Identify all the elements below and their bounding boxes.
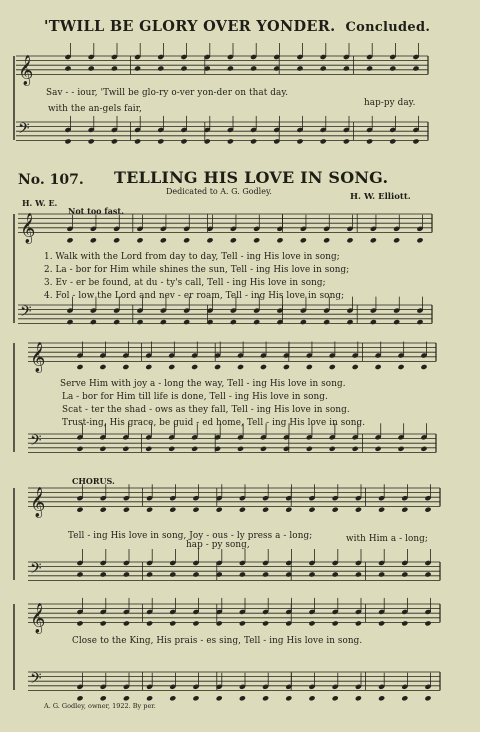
bass-clef-icon: 𝄢 xyxy=(20,302,32,324)
note-head xyxy=(343,138,350,144)
note-head xyxy=(230,319,237,325)
note-head xyxy=(346,319,353,325)
note-head xyxy=(100,507,107,513)
note-head xyxy=(424,571,431,577)
note-head xyxy=(100,695,107,701)
note-head xyxy=(355,620,362,626)
note-head xyxy=(239,507,246,513)
note-head xyxy=(296,138,303,144)
note-head xyxy=(366,138,373,144)
copyright-footer: A. G. Godley, owner, 1922. By per. xyxy=(44,702,156,710)
bass-clef-icon: 𝄢 xyxy=(18,119,30,141)
note-head xyxy=(250,138,257,144)
note-head xyxy=(412,65,419,71)
note-head xyxy=(416,237,423,243)
note-head xyxy=(76,620,83,626)
note-head xyxy=(253,237,260,243)
note-head xyxy=(253,319,260,325)
note-head xyxy=(320,65,327,71)
tempo-marking: Not too fast. xyxy=(68,206,124,216)
top-lyric-line-2b: hap-py day. xyxy=(364,98,416,108)
note-head xyxy=(146,695,153,701)
note-head xyxy=(183,237,190,243)
hymn-title: TELLING HIS LOVE IN SONG. xyxy=(114,168,389,187)
note-head xyxy=(389,65,396,71)
verse-2-line-b: La - bor for Him till life is done, Tell - ing His love in song. xyxy=(62,392,328,402)
note-head xyxy=(192,695,199,701)
note-head xyxy=(76,446,83,452)
note-head xyxy=(239,620,246,626)
note-head xyxy=(216,695,223,701)
note-head xyxy=(169,571,176,577)
note-head xyxy=(424,620,431,626)
note-head xyxy=(123,620,130,626)
note-head xyxy=(192,571,199,577)
chorus-lyric-line-1: Tell - ing His love in song, Joy - ous - ly press a - long; xyxy=(68,531,313,541)
note-head xyxy=(370,237,377,243)
chorus-lyric-line-2b: with Him a - long; xyxy=(346,534,428,544)
note-head xyxy=(416,319,423,325)
continued-title-text: 'TWILL BE GLORY OVER YONDER. xyxy=(44,18,336,35)
note-head xyxy=(146,620,153,626)
note-head xyxy=(123,507,130,513)
note-head xyxy=(329,446,336,452)
verse-4-line-b: Trust-ing, His grace, be guid - ed home, Tell - ing His love in song. xyxy=(62,418,366,428)
bass-clef-icon: 𝄢 xyxy=(30,559,42,581)
note-head xyxy=(76,695,83,701)
note-head xyxy=(111,65,118,71)
note-head xyxy=(183,319,190,325)
note-head xyxy=(214,364,221,370)
note-head xyxy=(378,695,385,701)
note-head xyxy=(412,138,419,144)
composer: H. W. Elliott. xyxy=(350,192,411,202)
note-head xyxy=(191,364,198,370)
note-head xyxy=(276,237,283,243)
note-head xyxy=(168,364,175,370)
note-head xyxy=(169,507,176,513)
note-head xyxy=(100,571,107,577)
note-head xyxy=(378,507,385,513)
concluded-label: Concluded. xyxy=(345,20,431,35)
note-head xyxy=(122,364,129,370)
top-lyric-line-1: Sav - - iour, 'Twill be glo-ry o-ver yon-der on that day. xyxy=(46,88,289,98)
note-head xyxy=(76,571,83,577)
note-head xyxy=(239,571,246,577)
note-head xyxy=(283,364,290,370)
note-head xyxy=(401,620,408,626)
note-head xyxy=(237,446,244,452)
note-head xyxy=(239,695,246,701)
note-head xyxy=(306,364,313,370)
chorus-label: CHORUS. xyxy=(72,476,115,486)
note-head xyxy=(237,364,244,370)
note-head xyxy=(260,364,267,370)
note-head xyxy=(99,446,106,452)
note-head xyxy=(262,571,269,577)
note-head xyxy=(346,237,353,243)
note-head xyxy=(216,507,223,513)
note-head xyxy=(323,237,330,243)
bass-clef-icon: 𝄢 xyxy=(30,669,42,691)
note-head xyxy=(146,571,153,577)
note-head xyxy=(366,65,373,71)
note-head xyxy=(397,364,404,370)
note-head xyxy=(329,364,336,370)
note-head xyxy=(100,620,107,626)
note-head xyxy=(323,319,330,325)
note-head xyxy=(113,237,120,243)
verse-1-line-a: 1. Walk with the Lord from day to day, Tell - ing His love in song; xyxy=(44,252,340,262)
note-head xyxy=(66,319,73,325)
note-head xyxy=(134,138,141,144)
note-head xyxy=(136,237,143,243)
note-head xyxy=(123,571,130,577)
note-head xyxy=(76,507,83,513)
final-lyric-line: Close to the King, His prais - es sing, Tell - ing His love in song. xyxy=(72,636,363,646)
note-head xyxy=(160,319,167,325)
treble-clef-icon: 𝄞 xyxy=(18,55,34,86)
note-head xyxy=(343,65,350,71)
chorus-lyric-line-2a: hap - py song, xyxy=(186,540,250,550)
treble-clef-icon: 𝄞 xyxy=(30,603,46,634)
note-head xyxy=(191,446,198,452)
note-head xyxy=(227,65,234,71)
note-head xyxy=(169,620,176,626)
note-head xyxy=(355,507,362,513)
note-head xyxy=(285,695,292,701)
note-head xyxy=(300,319,307,325)
note-head xyxy=(320,138,327,144)
note-head xyxy=(192,620,199,626)
note-head xyxy=(180,65,187,71)
treble-clef-icon: 𝄞 xyxy=(30,342,46,373)
verse-2-line-a: 2. La - bor for Him while shines the sun, Tell - ing His love in song; xyxy=(44,265,350,275)
note-head xyxy=(250,65,257,71)
note-head xyxy=(262,507,269,513)
note-head xyxy=(300,237,307,243)
verse-4-line-a: 4. Fol - low the Lord and nev - er roam, Tell - ing His love in song; xyxy=(44,291,345,301)
note-head xyxy=(355,571,362,577)
note-head xyxy=(230,237,237,243)
note-head xyxy=(66,237,73,243)
note-head xyxy=(375,446,382,452)
note-head xyxy=(145,446,152,452)
continued-hymn-title xyxy=(44,18,430,35)
note-head xyxy=(389,138,396,144)
note-head xyxy=(308,507,315,513)
note-head xyxy=(352,446,359,452)
note-head xyxy=(88,65,95,71)
note-head xyxy=(146,507,153,513)
treble-clef-icon: 𝄞 xyxy=(20,213,36,244)
note-head xyxy=(90,237,97,243)
verse-1-line-b: Serve Him with joy a - long the way, Tell - ing His love in song. xyxy=(60,379,346,389)
treble-clef-icon: 𝄞 xyxy=(30,487,46,518)
note-head xyxy=(157,65,164,71)
note-head xyxy=(424,507,431,513)
verse-3-line-a: 3. Ev - er be found, at du - ty's call, Tell - ing His love in song; xyxy=(44,278,326,288)
note-head xyxy=(262,695,269,701)
note-head xyxy=(122,446,129,452)
note-head xyxy=(370,319,377,325)
note-head xyxy=(206,237,213,243)
note-head xyxy=(397,446,404,452)
note-head xyxy=(401,571,408,577)
note-head xyxy=(378,571,385,577)
verse-3-line-b: Scat - ter the shad - ows as they fall, Tell - ing His love in song. xyxy=(62,405,350,415)
note-head xyxy=(393,237,400,243)
note-head xyxy=(332,695,339,701)
note-head xyxy=(260,446,267,452)
note-head xyxy=(424,695,431,701)
note-head xyxy=(64,65,71,71)
note-head xyxy=(123,695,130,701)
dedication: Dedicated to A. G. Godley. xyxy=(166,187,272,196)
hymn-number: No. 107. xyxy=(18,172,84,188)
note-head xyxy=(308,695,315,701)
top-lyric-line-2: with the an-gels fair, xyxy=(48,104,142,114)
lyricist: H. W. E. xyxy=(22,198,58,208)
note-head xyxy=(420,446,427,452)
note-head xyxy=(355,695,362,701)
note-head xyxy=(88,138,95,144)
note-head xyxy=(375,364,382,370)
note-head xyxy=(285,507,292,513)
note-head xyxy=(64,138,71,144)
note-head xyxy=(332,620,339,626)
note-head xyxy=(308,620,315,626)
bass-clef-icon: 𝄢 xyxy=(30,431,42,453)
note-head xyxy=(136,319,143,325)
note-head xyxy=(378,620,385,626)
note-head xyxy=(262,620,269,626)
note-head xyxy=(401,695,408,701)
note-head xyxy=(192,507,199,513)
note-head xyxy=(111,138,118,144)
note-head xyxy=(227,138,234,144)
note-head xyxy=(352,364,359,370)
note-head xyxy=(99,364,106,370)
note-head xyxy=(90,319,97,325)
note-head xyxy=(308,571,315,577)
note-head xyxy=(332,571,339,577)
note-head xyxy=(145,364,152,370)
note-head xyxy=(180,138,187,144)
note-head xyxy=(160,237,167,243)
note-head xyxy=(420,364,427,370)
note-head xyxy=(393,319,400,325)
note-head xyxy=(113,319,120,325)
note-head xyxy=(134,65,141,71)
note-head xyxy=(296,65,303,71)
note-head xyxy=(76,364,83,370)
note-head xyxy=(157,138,164,144)
note-head xyxy=(332,507,339,513)
note-head xyxy=(169,695,176,701)
note-head xyxy=(168,446,175,452)
note-head xyxy=(401,507,408,513)
note-head xyxy=(306,446,313,452)
